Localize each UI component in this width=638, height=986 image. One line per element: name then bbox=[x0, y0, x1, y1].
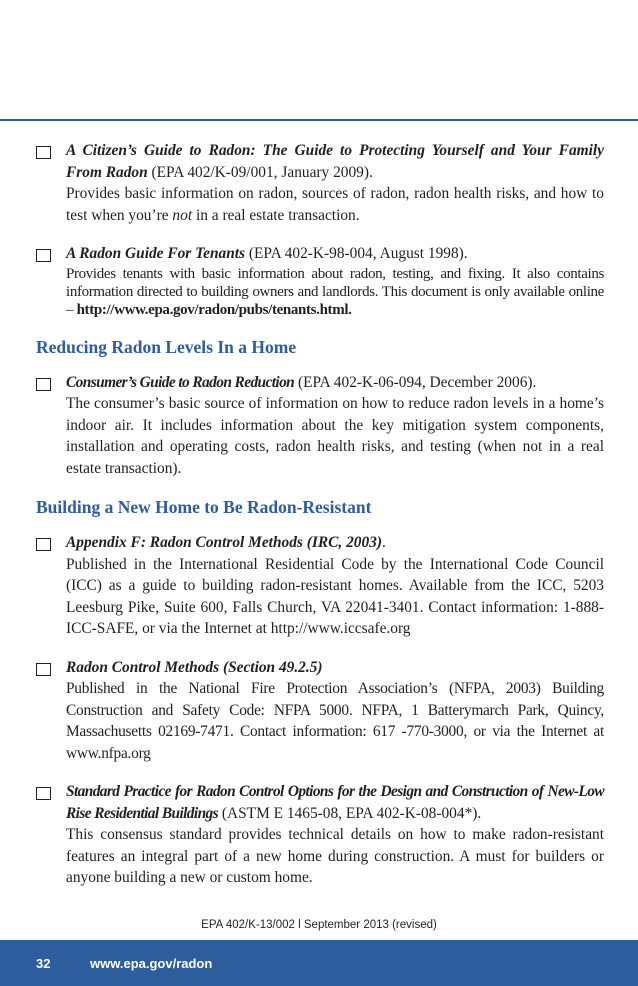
list-item bbox=[36, 243, 604, 319]
publication-citation: . bbox=[382, 534, 386, 551]
publication-title: A Citizen’s Guide to Radon: The Guide to Protecting Yourself and Your Family From Radon bbox=[66, 142, 604, 181]
checkbox-icon bbox=[36, 538, 51, 551]
publication-description: Published in the International Residential Code by the International Code Council (ICC) as a guide to building radon-resistant homes. Available from the ICC, 5203 Leesburg Pike, Suite 600, Falls Church, VA 22041-3401. Contact information: 1-888-ICC-SAFE, or via the Internet at http://www.iccsafe.org bbox=[66, 555, 604, 637]
footer-bar bbox=[0, 940, 638, 986]
publication-title: Radon Control Methods (Section 49.2.5) bbox=[66, 658, 323, 676]
checkbox-icon bbox=[36, 378, 51, 391]
document-citation: EPA 402/K-13/002 l September 2013 (revised) bbox=[201, 919, 437, 931]
list-item bbox=[36, 532, 604, 640]
checkbox-icon bbox=[36, 787, 51, 800]
website-link[interactable]: www.epa.gov/radon bbox=[90, 956, 213, 971]
header-divider bbox=[0, 119, 638, 121]
section-heading-new-home: Building a New Home to Be Radon-Resistant bbox=[36, 497, 372, 517]
list-item bbox=[36, 372, 604, 480]
publication-title: Appendix F: Radon Control Methods (IRC, 2003) bbox=[66, 534, 382, 551]
publication-citation: (ASTM E 1465-08, EPA 402-K-08-004*). bbox=[218, 804, 482, 822]
publication-citation: (EPA 402/K-09/001, January 2009). bbox=[147, 163, 373, 181]
publication-citation: (EPA 402-K-06-094, December 2006). bbox=[294, 373, 537, 391]
tenants-guide-link[interactable]: http://www.epa.gov/radon/pubs/tenants.html. bbox=[76, 301, 352, 318]
publication-description: Published in the National Fire Protection Association’s (NFPA, 2003) Building Construction and Safety Code: NFPA 5000. NFPA, 1 Batterymarch Park, Quincy, Massachusetts 02169-7471. Contact information: 617 -770-3000, or via the Internet at www.nfpa.org bbox=[66, 680, 604, 762]
publication-description: The consumer’s basic source of information on how to reduce radon levels in a home’s indoor air. It includes information about the key mitigation system components, installation and operating costs, radon health risks, and testing (when not in a real estate transaction). bbox=[66, 395, 604, 477]
checkbox-icon bbox=[36, 249, 51, 262]
publication-description: Provides tenants with basic information about radon, testing, and fixing. It also contains information directed to building owners and landlords. This document is only available online – http://www.epa.gov/radon/pubs/tenants.html. bbox=[66, 265, 604, 318]
publication-title: Consumer’s Guide to Radon Reduction bbox=[66, 373, 295, 391]
publication-description: Provides basic information on radon, sources of radon, radon health risks, and how to test when you’re not in a real estate transaction. bbox=[66, 185, 604, 224]
checkbox-icon bbox=[36, 146, 51, 159]
page-number: 32 bbox=[36, 956, 51, 971]
checkbox-icon bbox=[36, 663, 51, 676]
publication-title: Standard Practice for Radon Control Options for the Design and Construction of New-Low Rise Residential Buildings bbox=[66, 783, 604, 822]
publication-citation: (EPA 402-K-98-004, August 1998). bbox=[245, 245, 468, 262]
publication-description: This consensus standard provides technical details on how to make radon-resistant features an integral part of a new home during construction. A must for builders or anyone building a new or custom home. bbox=[66, 826, 604, 886]
list-item bbox=[36, 781, 604, 889]
publication-title: A Radon Guide For Tenants bbox=[66, 245, 246, 262]
list-item bbox=[36, 657, 604, 765]
section-heading-reducing-radon: Reducing Radon Levels In a Home bbox=[36, 336, 297, 357]
list-item bbox=[36, 140, 604, 226]
document-body bbox=[36, 140, 604, 906]
